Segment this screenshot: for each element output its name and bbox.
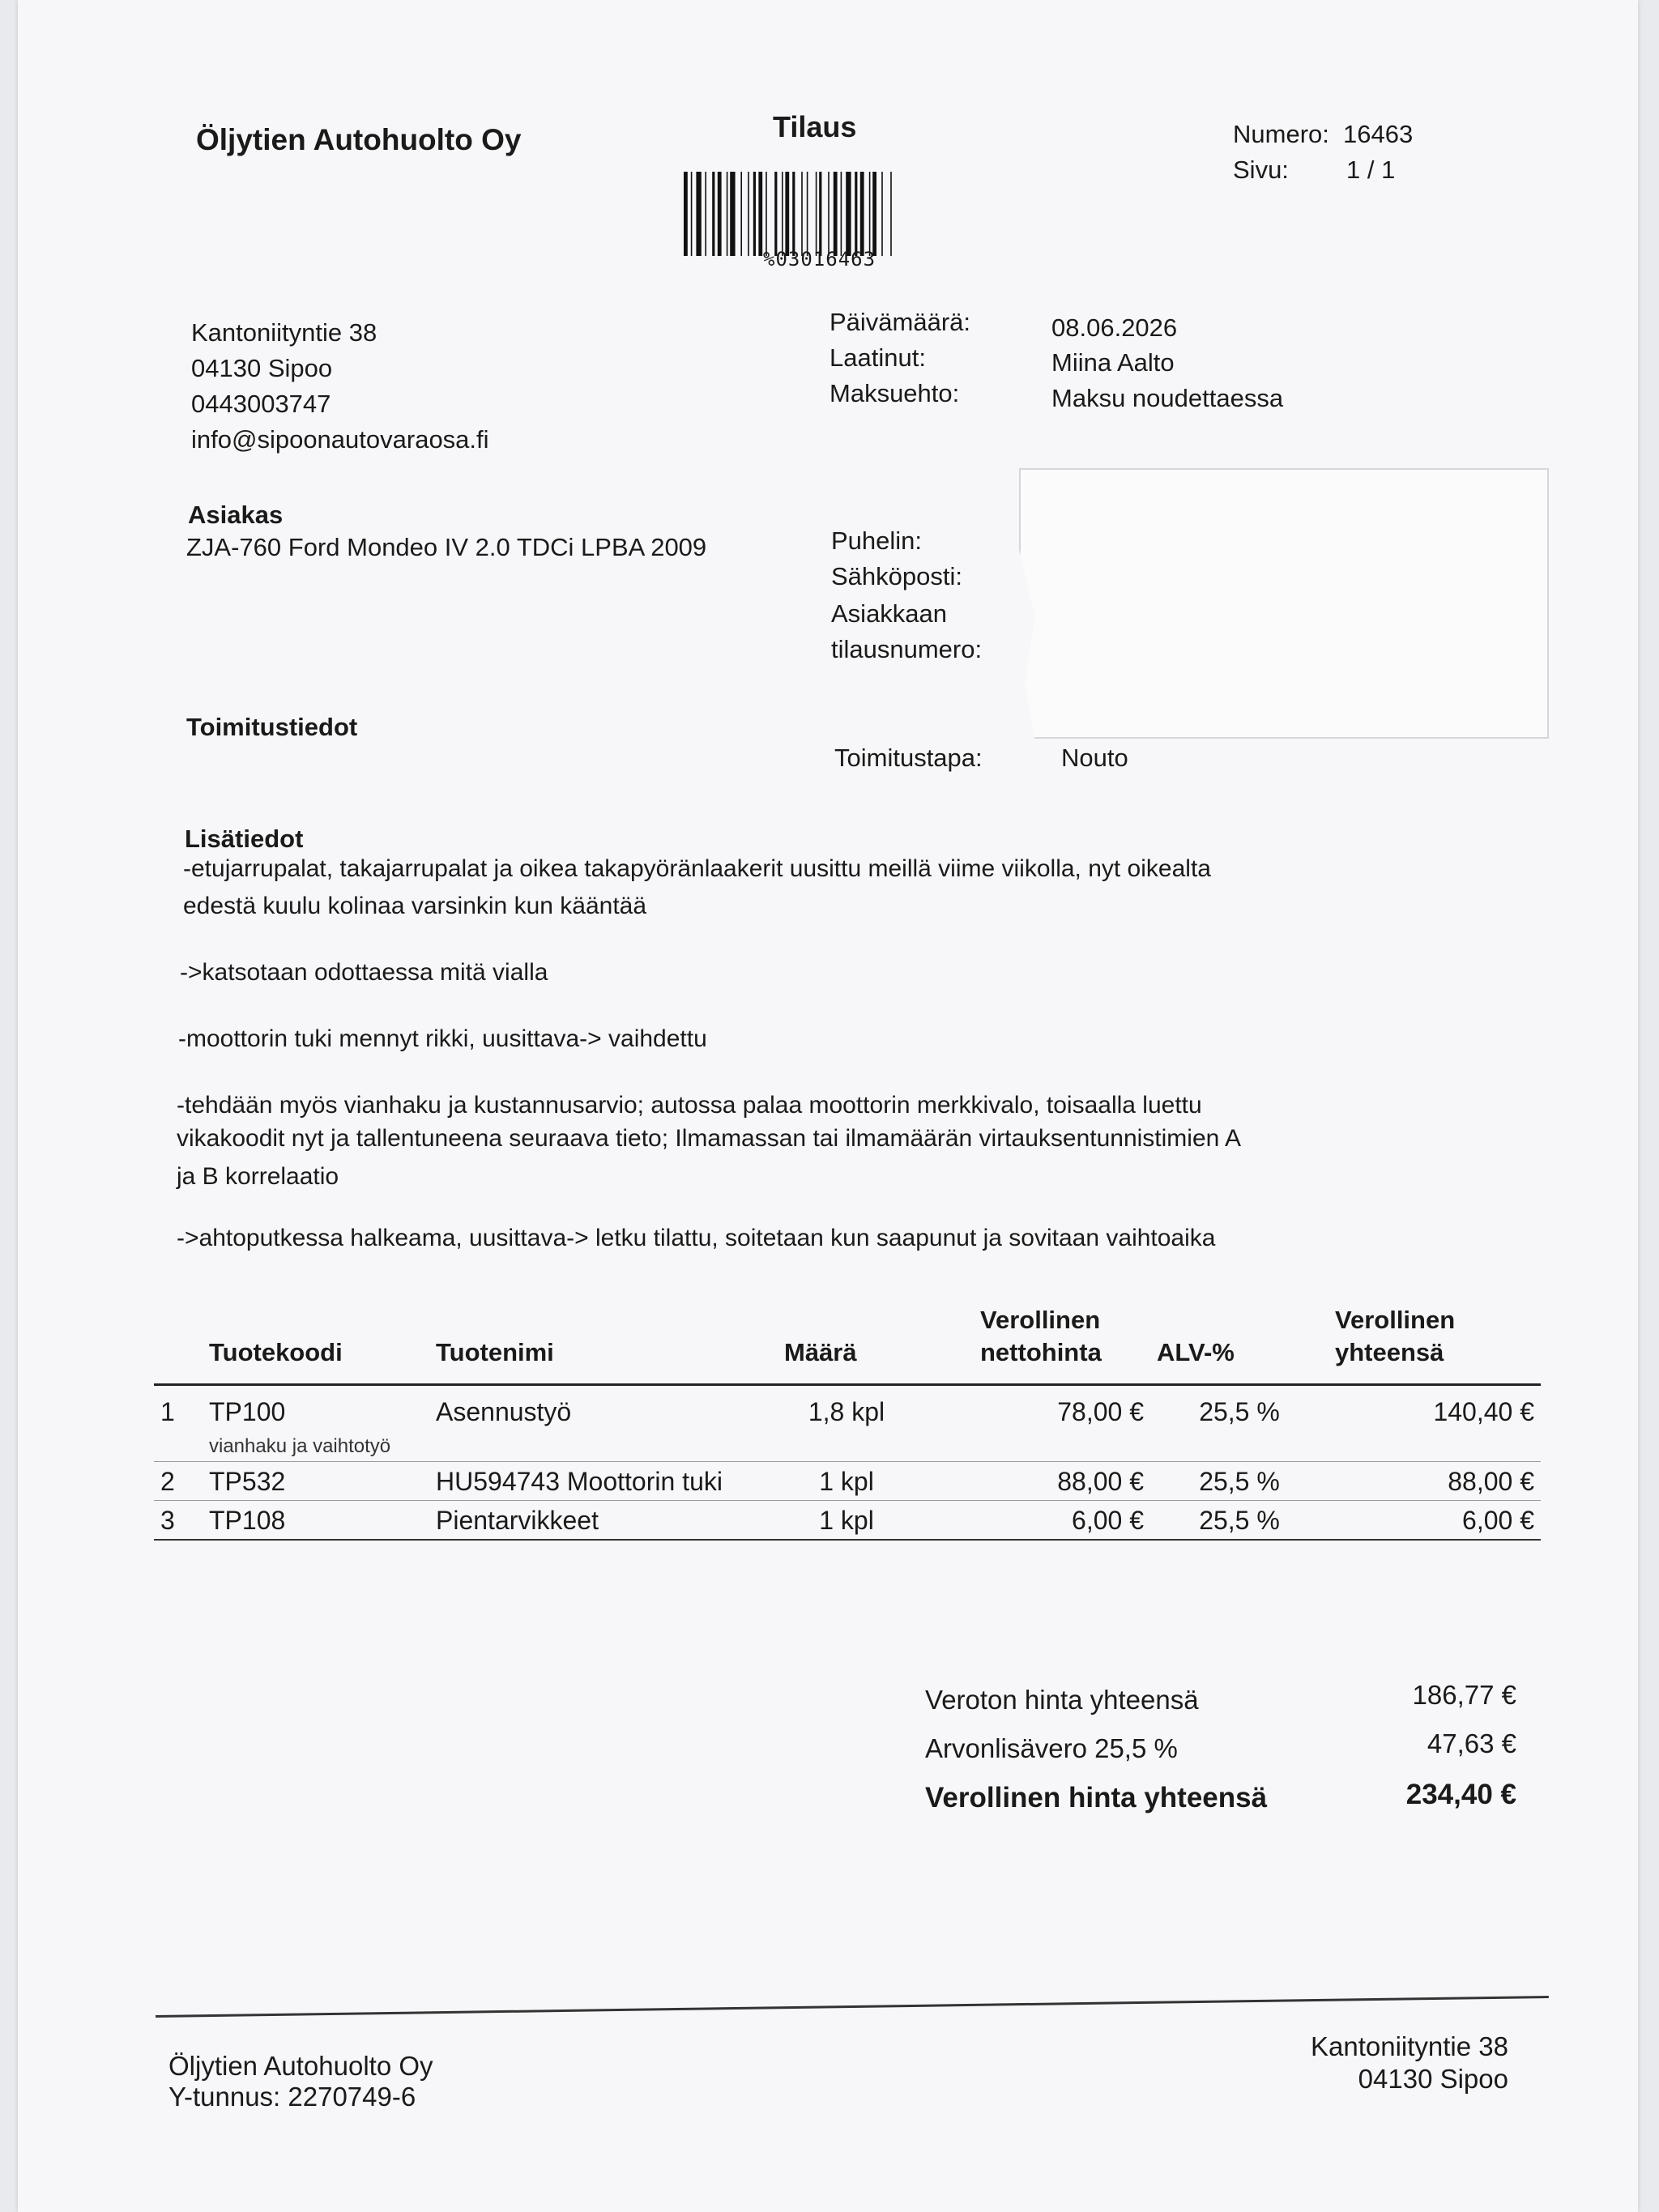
email-label: Sähköposti:: [831, 562, 962, 590]
col-header-index: [154, 1304, 203, 1385]
row-net: 78,00 €: [1057, 1397, 1144, 1426]
note-line: ja B korrelaatio: [177, 1163, 339, 1190]
seller-phone: 0443003747: [191, 390, 331, 418]
order-no-label-2: tilausnumero:: [831, 635, 983, 663]
company-name: Öljytien Autohuolto Oy: [196, 123, 522, 156]
barcode-text: %03016463: [763, 248, 876, 271]
seller-city: 04130 Sipoo: [191, 354, 333, 382]
row-index: 3: [154, 1501, 203, 1541]
col-header-code: Tuotekoodi: [203, 1304, 429, 1385]
row-qty: 1,8 kpl: [808, 1397, 885, 1426]
note-line: ->ahtoputkessa halkeama, uusittava-> letku tilattu, soitetaan kun saapunut ja sovitaan vaihtoaika: [177, 1225, 1216, 1251]
row-name: Asennustyö: [436, 1397, 572, 1426]
col-header-name: Tuotenimi: [429, 1304, 778, 1385]
date-label: Päivämäärä:: [830, 308, 971, 336]
footer-divider: [156, 1996, 1549, 2018]
row-name: HU594743 Moottorin tuki: [429, 1462, 778, 1501]
gross-total-value: 234,40 €: [1405, 1779, 1516, 1810]
row-index: 2: [154, 1462, 203, 1501]
row-qty: 1 kpl: [778, 1501, 915, 1541]
delivery-method-value: Nouto: [1061, 744, 1128, 772]
order-no-label-1: Asiakkaan: [831, 599, 948, 628]
delivery-heading: Toimitustiedot: [186, 713, 358, 741]
note-line: -moottorin tuki mennyt rikki, uusittava-> vaihdettu: [178, 1025, 707, 1052]
seller-email: info@sipoonautovaraosa.fi: [191, 425, 489, 454]
author-label: Laatinut:: [830, 343, 926, 372]
footer-company: Öljytien Autohuolto Oy: [168, 2051, 433, 2081]
sivu-value: 1 / 1: [1346, 156, 1396, 184]
col-header-qty: Määrä: [778, 1304, 915, 1385]
col-header-total: [1328, 1304, 1541, 1385]
footer-street: Kantoniityntie 38: [1310, 2031, 1508, 2061]
row-index: 1: [160, 1397, 175, 1426]
table-header-row: [154, 1304, 1541, 1385]
date-value: 08.06.2026: [1051, 313, 1178, 342]
terms-label: Maksuehto:: [830, 379, 960, 407]
customer-vehicle: ZJA-760 Ford Mondeo IV 2.0 TDCi LPBA 2009: [186, 533, 707, 561]
row-total: 140,40 €: [1433, 1397, 1534, 1426]
row-total: 6,00 €: [1328, 1501, 1541, 1541]
col-header-total-1: Verollinen: [1335, 1306, 1456, 1334]
note-line: -etujarrupalat, takajarrupalat ja oikea takapyöränlaakerit uusittu meillä viime viikolla, nyt oikealta: [183, 855, 1211, 882]
row-code: TP108: [203, 1501, 429, 1541]
vat-total-value: 47,63 €: [1427, 1728, 1516, 1758]
row-net: 88,00 €: [915, 1462, 1150, 1501]
row-sub-note: vianhaku ja vaihtotyö: [209, 1435, 391, 1457]
row-code: TP532: [203, 1462, 429, 1501]
row-total: 88,00 €: [1328, 1462, 1541, 1501]
phone-label: Puhelin:: [831, 526, 923, 555]
col-header-net-1: Verollinen: [980, 1306, 1101, 1334]
net-total-label: Veroton hinta yhteensä: [925, 1685, 1199, 1715]
order-document: [18, 0, 1638, 2212]
note-line: vikakoodit nyt ja tallentuneena seuraava tieto; Ilmamassan tai ilmamäärän virtauksentunnistimien A: [177, 1125, 1242, 1152]
seller-street: Kantoniityntie 38: [191, 318, 377, 347]
footer-city: 04130 Sipoo: [1358, 2064, 1508, 2094]
col-header-total-2: yhteensä: [1335, 1338, 1444, 1366]
table-subrow: [154, 1430, 1541, 1462]
redacted-customer-details: [1019, 468, 1549, 739]
notes-heading: Lisätiedot: [185, 825, 304, 853]
document-title: Tilaus: [773, 110, 857, 143]
numero-label: Numero:: [1233, 120, 1329, 148]
table-row: [154, 1501, 1541, 1541]
terms-value: Maksu noudettaessa: [1051, 384, 1284, 412]
sivu-label: Sivu:: [1233, 156, 1289, 184]
customer-heading: Asiakas: [188, 501, 284, 529]
note-line: -tehdään myös vianhaku ja kustannusarvio; autossa palaa moottorin merkkivalo, toisaalla luettu: [177, 1092, 1202, 1119]
footer-business-id: Y-tunnus: 2270749-6: [168, 2082, 416, 2112]
note-line: ->katsotaan odottaessa mitä vialla: [180, 959, 548, 986]
row-name: Pientarvikkeet: [429, 1501, 778, 1541]
note-line: edestä kuulu kolinaa varsinkin kun kääntää: [183, 893, 647, 919]
col-header-vat: ALV-%: [1150, 1304, 1328, 1385]
net-total-value: 186,77 €: [1412, 1680, 1516, 1710]
row-code: TP100: [209, 1397, 286, 1426]
gross-total-label: Verollinen hinta yhteensä: [925, 1782, 1268, 1813]
row-net: 6,00 €: [915, 1501, 1150, 1541]
col-header-net: [915, 1304, 1150, 1385]
numero-value: 16463: [1343, 120, 1414, 148]
row-vat: 25,5 %: [1199, 1397, 1280, 1426]
table-row: [154, 1385, 1541, 1431]
col-header-net-2: nettohinta: [980, 1338, 1102, 1366]
row-vat: 25,5 %: [1150, 1501, 1328, 1541]
author-value: Miina Aalto: [1051, 348, 1175, 377]
row-qty: 1 kpl: [778, 1462, 915, 1501]
table-row: [154, 1462, 1541, 1501]
vat-total-label: Arvonlisävero 25,5 %: [925, 1733, 1178, 1763]
row-vat: 25,5 %: [1150, 1462, 1328, 1501]
items-table: [154, 1304, 1541, 1541]
delivery-method-label: Toimitustapa:: [834, 744, 983, 772]
